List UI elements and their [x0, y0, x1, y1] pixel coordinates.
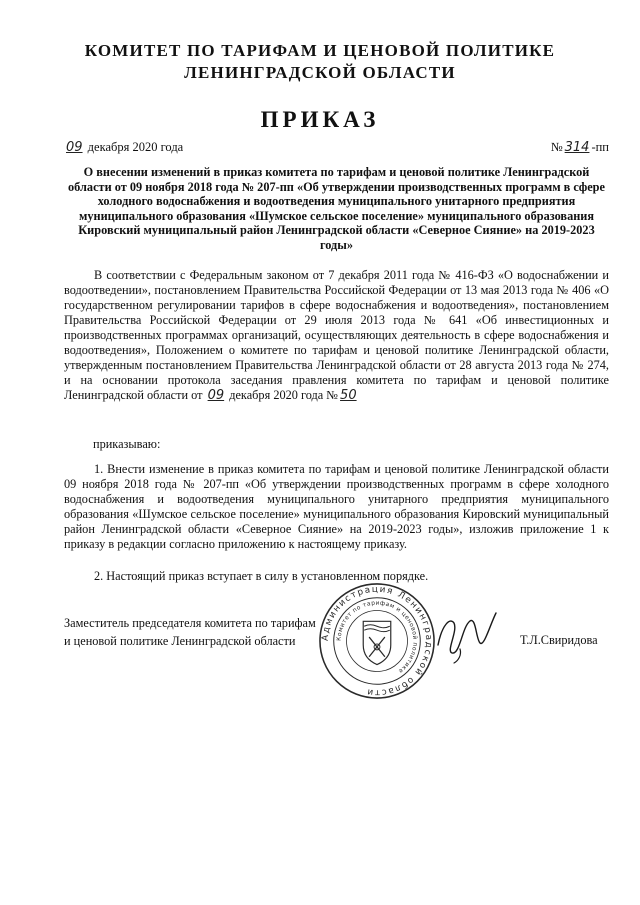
- date-number-line: [64, 140, 609, 155]
- order-number-suffix: -пп: [591, 140, 609, 154]
- order-number-value: 314: [564, 140, 590, 155]
- order-date-rest: декабря 2020 года: [87, 140, 184, 154]
- preamble-text: В соответствии с Федеральным законом от 7 декабря 2011 года № 416-ФЗ «О водоснабжении и водоотведении», постановлением Правительства Российской Федерации от 13 мая 2013 года № 406 «О государственном регулировании тарифов в сфере водоснабжения и водоотведения», постановлением Правительства Российской Федерации от 29 июля 2013 года № 641 «Об инвестиционных и производственных программах организаций, осуществляющих деятельность в сфере водоснабжения и водоотведения», Положением о комитете по тарифам и ценовой политике Ленинградской области, утвержденным постановлением Правительства Ленинградской области от 28 августа 2013 года № 274, и на основании протокола заседания правления комитета по тарифам и ценовой политике Ленинградской области от: [64, 268, 609, 402]
- handwritten-signature: [432, 605, 502, 665]
- order-item-1: 1. Внести изменение в приказ комитета по тарифам и ценовой политике Ленинградской области 09 ноября 2018 года № 207-пп «Об утверждении производственных программ в сфере холодного водоснабжения и водоотведения муниципального унитарного предприятия муниципального образования «Шумское сельское поселение» муниципального образования Кировский муниципальный район Ленинградской области «Северное Сияние» на 2019-2023 годы», изложив приложение 1 к приказу в редакции согласно приложению к настоящему приказу.: [64, 462, 609, 551]
- seal-inner-text: Комитет по тарифам и ценовой политике: [336, 600, 418, 674]
- protocol-mid: декабря 2020 года №: [229, 388, 339, 402]
- document-header: [60, 40, 580, 84]
- seal-outer-text: Администрация Ленинградской области: [320, 584, 434, 698]
- order-subject: О внесении изменений в приказ комитета по тарифам и ценовой политике Ленинградской области от 09 ноября 2018 года № 207-пп «Об утверждении производственных программ в сфере холодного водоснабжения и водоотведения муниципального унитарного предприятия муниципального образования «Шумское сельское поселение» муниципального образования Кировский муниципальный район Ленинградской области «Северное Сияние» на 2019-2023 годы»: [68, 165, 605, 252]
- svg-text:Комитет по тарифам и ценовой п: [337, 601, 419, 674]
- coat-of-arms-icon: [363, 621, 391, 664]
- official-seal-stamp: [318, 582, 436, 700]
- protocol-day: 09: [207, 388, 225, 403]
- order-date: [64, 140, 183, 155]
- document-title: ПРИКАЗ: [260, 107, 380, 132]
- header-line-1: КОМИТЕТ ПО ТАРИФАМ И ЦЕНОВОЙ ПОЛИТИКЕ: [84, 41, 556, 60]
- header-line-2: ЛЕНИНГРАДСКОЙ ОБЛАСТИ: [184, 63, 456, 82]
- signatory-name: Т.Л.Свиридова: [520, 633, 598, 647]
- order-number-prefix: №: [550, 140, 563, 154]
- order-number: [551, 140, 609, 155]
- order-date-day: 09: [66, 140, 83, 155]
- preamble-paragraph: [64, 268, 609, 403]
- orders-word: приказываю:: [93, 437, 161, 451]
- signatory-position-line-2: и ценовой политике Ленинградской области: [64, 634, 296, 648]
- signatory-position-line-1: Заместитель председателя комитета по тарифам: [64, 616, 316, 630]
- protocol-number: 50: [340, 388, 357, 403]
- order-item-2: 2. Настоящий приказ вступает в силу в установленном порядке.: [94, 569, 429, 583]
